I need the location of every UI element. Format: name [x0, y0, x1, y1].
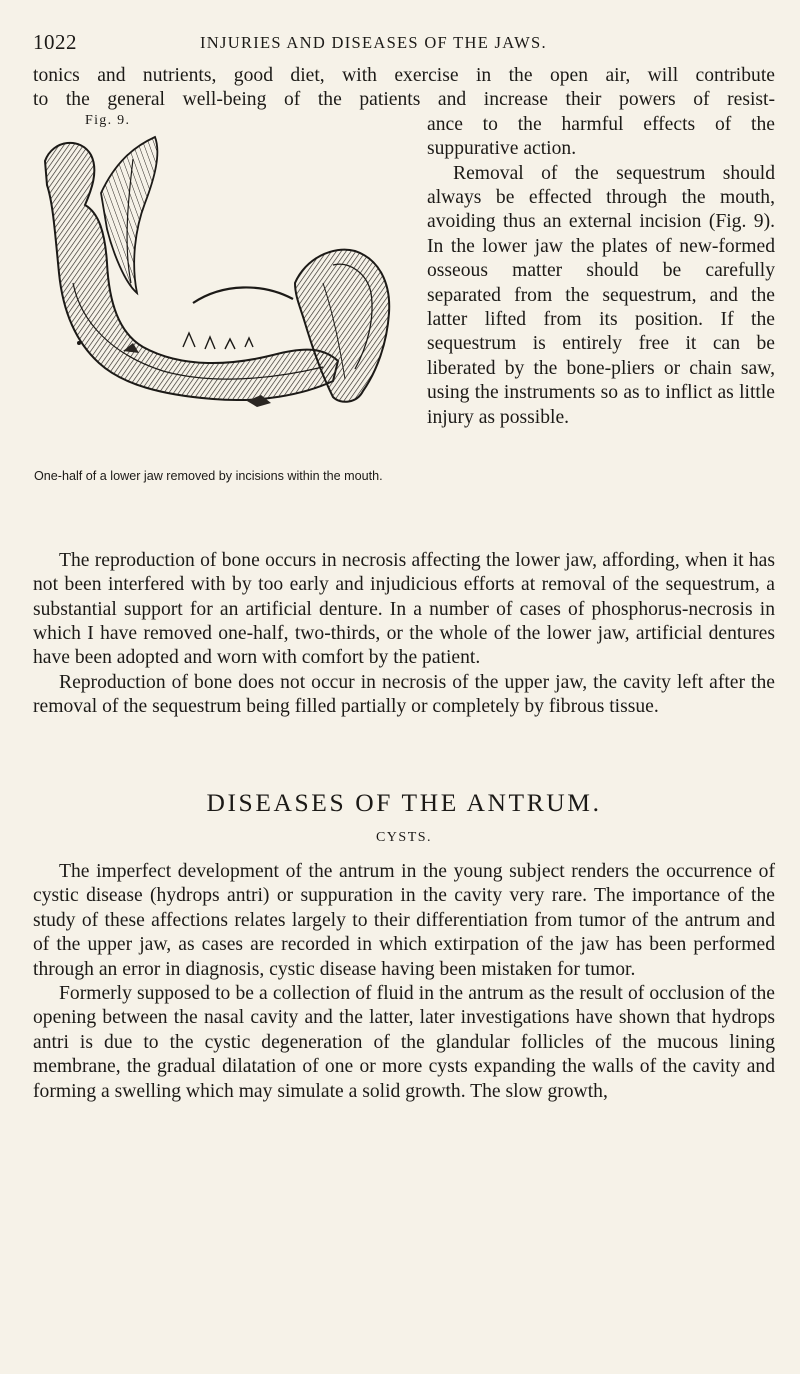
figure-caption: One-half of a lower jaw removed by incisions within the mouth. — [34, 468, 383, 483]
running-head — [33, 30, 775, 56]
paragraph: Formerly supposed to be a collection of fluid in the antrum as the result of occlusion of the opening between the nasal cavity and the latter, later investigations have shown that hydrops antri is due to the cystic degeneration of the glandular follicles of the mucous lining membrane, the gradual dilatation of one or more cysts expanding the walls of the cavity and forming a swelling which may simulate a solid growth. The slow growth, — [33, 983, 775, 1102]
paragraph: Reproduction of bone does not occur in necrosis of the upper jaw, the cavity left after the removal of the sequestrum being filled partially or completely by fibrous tissue. — [33, 671, 775, 718]
text-block-top — [33, 64, 775, 720]
text-block-section — [33, 860, 775, 1104]
paragraph: The reproduction of bone occurs in necrosis affecting the lower jaw, affording, when it has not been interfered with by too early and injudicious efforts at removal of the sequestrum, a substantial support for an artificial denture. In a number of cases of phosphorus-necrosis in which I have removed one-half, two-thirds, or the whole of the lower jaw, artificial dentures have been adopted and worn with comfort by the patient. — [33, 549, 775, 669]
section-heading: DISEASES OF THE ANTRUM. — [206, 788, 602, 817]
paragraph: Removal of the sequestrum should always be effected through the mouth, avoiding thus an external incision (Fig. 9). In the lower jaw the plates of new-formed osseous matter should be carefully separated from the sequestrum, and the latter lifted from its position. If the sequestrum is entirely free it can be liberated by the bone-pliers or chain saw, using the instruments so as to inflict as little injury as possible. — [427, 162, 775, 428]
paragraph-line: to the general well-being of the patients and increase their powers of resist- — [33, 89, 775, 111]
jaw-engraving-illustration — [33, 133, 423, 463]
running-title: INJURIES AND DISEASES OF THE JAWS. — [200, 33, 547, 52]
page-number: 1022 — [33, 30, 77, 54]
paragraph-line: tonics and nutrients, good diet, with exercise in the open air, will contribute — [33, 65, 775, 86]
figure-9 — [33, 113, 413, 549]
book-page — [33, 0, 775, 1374]
paragraph: The imperfect development of the antrum in the young subject renders the occurrence of cystic disease (hydrops antri) or suppuration in the cavity very rare. The importance of the study of these affections relates largely to their differentiation from tumor of the antrum and of the upper jaw, as cases are recorded in which extirpation of the jaw has been performed through an error in diagnosis, cystic disease having been mistaken for tumor. — [33, 861, 775, 980]
sub-heading: CYSTS. — [375, 830, 433, 845]
paragraph: ance to the harmful effects of the suppurative action. — [427, 113, 775, 160]
figure-label: Fig. 9. — [85, 112, 131, 128]
